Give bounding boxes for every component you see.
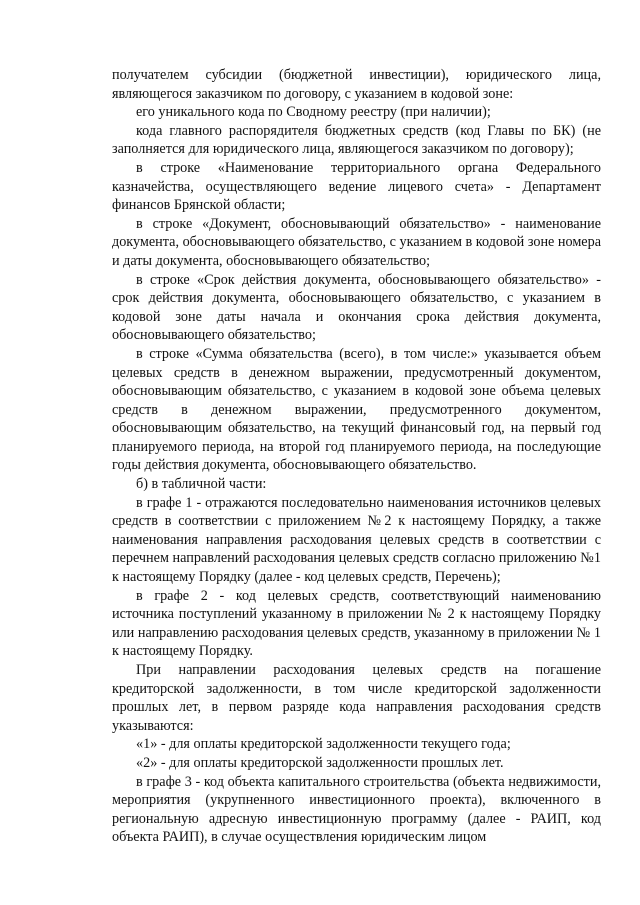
paragraph-obligation-amount: в строке «Сумма обязательства (всего), в том числе:» указывается объем целевых средств в денежном выражении, предусмотренный документом, обосновывающим обязательство, с указанием в кодовой зоне объема целевых средств в денежном выражении, предусмотренного документом, обосновывающим обязательство, на текущий финансовый год, на первый год планируемого периода, на второй год планируемого периода, на последующие годы действия документа, обосновывающего обязательство. xyxy=(112,345,601,474)
paragraph-column-1: в графе 1 - отражаются последовательно наименования источников целевых средств в соответствии с приложением №2 к настоящему Порядку, а также наименования направления расходования целевых средств в соответствии с перечнем направлений расходования целевых средств согласно приложению №1 к настоящему Порядку (далее - код целевых средств, Перечень); xyxy=(112,494,601,586)
paragraph-chief-manager-code: кода главного распорядителя бюджетных средств (код Главы по БК) (не заполняется для юридического лица, являющегося заказчиком по договору); xyxy=(112,122,601,158)
paragraph-code-previous-years: «2» - для оплаты кредиторской задолженности прошлых лет. xyxy=(136,754,504,771)
paragraph-creditor-debt: При направлении расходования целевых средств на погашение кредиторской задолженности, в том числе кредиторской задолженности прошлых лет, в первом разряде кода направления расходования средств указываются: xyxy=(112,662,601,734)
paragraph-treasury-name: в строке «Наименование территориального органа Федерального казначейства, осуществляющего ведение лицевого счета» - Департамент финансов Брянской области; xyxy=(112,159,601,214)
paragraph-table-section: б) в табличной части: xyxy=(136,476,267,493)
paragraph-column-2: в графе 2 - код целевых средств, соответствующий наименованию источника поступлений указанному в приложении № 2 к настоящему Порядку или направлению расходования целевых средств, указанному в приложении № 1 к настоящему Порядку. xyxy=(112,587,601,660)
paragraph-recipient: получателем субсидии (бюджетной инвестиции), юридического лица, являющегося заказчиком по договору, с указанием в кодовой зоне: xyxy=(112,67,601,102)
paragraph-code-current-year: «1» - для оплаты кредиторской задолженности текущего года; xyxy=(136,736,511,753)
paragraph-obligation-document: в строке «Документ, обосновывающий обязательство» - наименование документа, обосновывающего обязательство, с указанием в кодовой зоне номера и даты документа, обосновывающего обязательство; xyxy=(112,215,601,269)
paragraph-column-3: в графе 3 - код объекта капитального строительства (объекта недвижимости, мероприятия (укрупненного инвестиционного проекта), включенного в региональную адресную инвестиционную программу (далее - РАИП, код объекта РАИП), в случае осуществления юридическим лицом xyxy=(112,773,601,846)
paragraph-document-validity: в строке «Срок действия документа, обосновывающего обязательство» - срок действия документа, обосновывающего обязательство, с указанием в кодовой зоне даты начала и окончания срока действия документа, обосновывающего обязательство; xyxy=(112,271,601,344)
paragraph-unique-code: его уникального кода по Сводному реестру (при наличии); xyxy=(136,104,491,121)
document-page xyxy=(112,66,601,847)
